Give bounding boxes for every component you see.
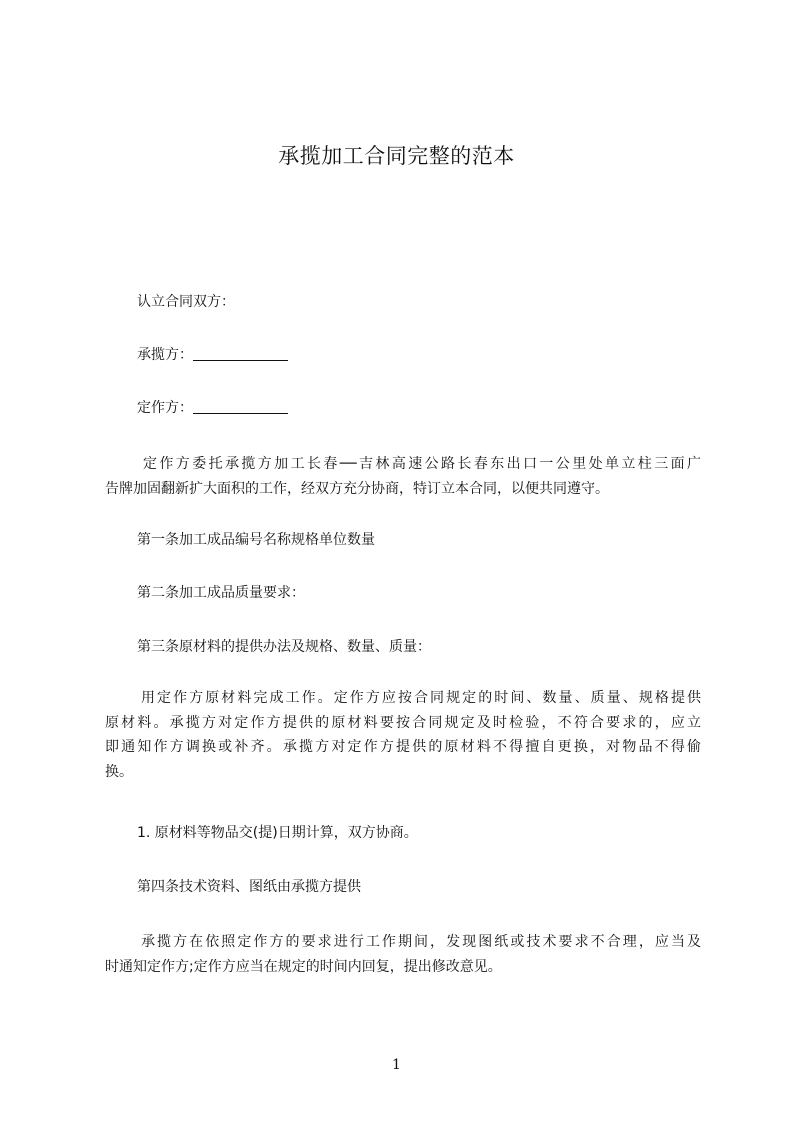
ordering-party-label: 定作方： (137, 400, 193, 416)
article-2: 第二条加工成品质量要求： (137, 585, 305, 601)
article-4: 第四条技术资料、图纸由承揽方提供 (137, 879, 361, 895)
ordering-party-blank (193, 399, 288, 414)
page-number: 1 (392, 1057, 401, 1073)
paragraph-line: 即通知作方调换或补齐。承揽方对定作方提供的原材料不得擅自更换，对物品不得偷 (105, 739, 701, 755)
paragraph-line: 用定作方原材料完成工作。定作方应按合同规定的时间、数量、质量、规格提供 (141, 690, 701, 706)
materials-paragraph (105, 686, 701, 784)
contractor-blank (193, 346, 288, 361)
paragraph-line: 原材料。承揽方对定作方提供的原材料要按合同规定及时检验，不符合要求的，应立 (105, 714, 701, 731)
article-1: 第一条加工成品编号名称规格单位数量 (137, 532, 375, 548)
article-3: 第三条原材料的提供办法及规格、数量、质量： (137, 639, 431, 655)
paragraph-line: 告牌加固翻新扩大面积的工作，经双方充分协商，特订立本合同，以便共同遵守。 (105, 480, 609, 497)
technical-paragraph (105, 930, 701, 979)
paragraph-line: 时通知定作方;定作方应当在规定的时间内回复，提出修改意见。 (105, 958, 502, 975)
parties-heading: 认立合同双方： (137, 294, 235, 310)
paragraph-line: 承揽方在依照定作方的要求进行工作期间，发现图纸或技术要求不合理，应当及 (141, 934, 701, 950)
paragraph-line: 换。 (105, 763, 133, 780)
document-title: 承揽加工合同完整的范本 (278, 144, 515, 168)
contractor-label: 承揽方： (137, 347, 193, 363)
intro-paragraph (105, 452, 701, 501)
ordering-party-line (137, 398, 288, 418)
paragraph-line: 定作方委托承揽方加工长春──吉林高速公路长春东出口一公里处单立柱三面广 (143, 456, 701, 472)
item-1: 1. 原材料等物品交(提)日期计算，双方协商。 (137, 825, 418, 841)
contractor-line (137, 345, 288, 365)
